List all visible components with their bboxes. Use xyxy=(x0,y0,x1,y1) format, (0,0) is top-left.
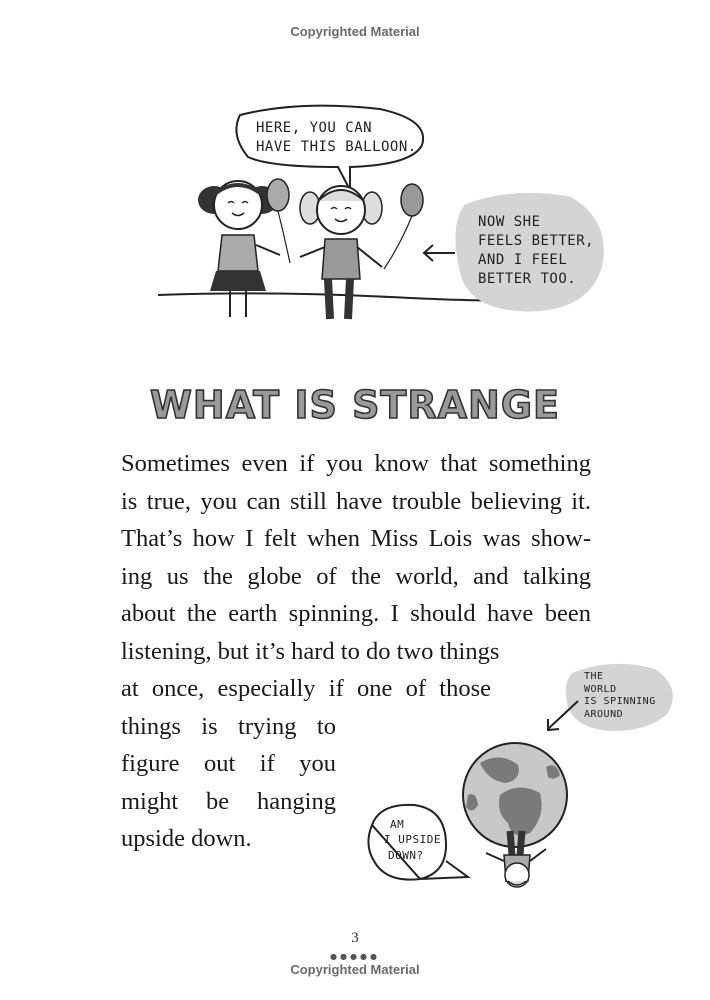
page-dots-icon: ●●●●● xyxy=(330,952,380,961)
section-heading: WHAT IS STRANGE xyxy=(150,383,560,427)
paragraph-line: ing us the globe of the world, and talking xyxy=(121,562,591,590)
speech-bubble-text: HERE, YOU CAN HAVE THIS BALLOON. xyxy=(256,120,417,155)
balloon-icon xyxy=(401,184,423,216)
paragraph-line: listening, but it’s hard to do two things xyxy=(121,637,500,665)
header-copyright: Copyrighted Material xyxy=(290,24,420,39)
girl-right xyxy=(300,186,382,319)
paragraph-line: about the earth spinning. I should have been xyxy=(121,600,591,627)
paragraph-line: That’s how I felt when Miss Lois was show- xyxy=(121,525,591,552)
paragraph-line: upside down. xyxy=(121,825,252,852)
page-number: 3 xyxy=(351,930,359,946)
paragraph-line: figure out if you xyxy=(121,750,336,777)
caption-bubble-text: THE WORLD IS SPINNING AROUND xyxy=(584,671,656,720)
speech-bubble-text: AM I UPSIDE DOWN? xyxy=(384,818,441,862)
arrow-icon xyxy=(424,245,455,261)
caption-bubble-text: NOW SHE FEELS BETTER, AND I FEEL BETTER TOO. xyxy=(478,214,595,287)
footer-copyright: Copyrighted Material xyxy=(290,962,420,977)
paragraph-line: is true, you can still have trouble believing it. xyxy=(121,487,591,515)
illustration-girls-balloons xyxy=(150,95,610,339)
paragraph-line: might be hanging xyxy=(121,787,336,815)
balloon-icon xyxy=(267,179,289,211)
paragraph-line: Sometimes even if you know that something xyxy=(121,450,591,477)
paragraph-line: at once, especially if one of those xyxy=(121,675,491,702)
paragraph-line: things is trying to xyxy=(121,712,336,740)
illustration-globe xyxy=(350,655,690,899)
